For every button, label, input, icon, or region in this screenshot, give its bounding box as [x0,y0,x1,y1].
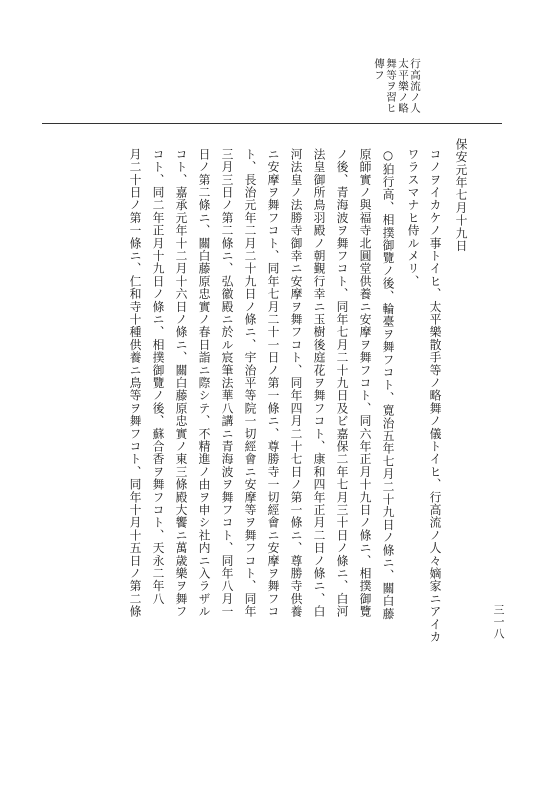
text-line: コト、同二年正月十九日ノ條ニ、相撲御覽ノ後、蘇合香ヲ舞フコト、天永二年八 [151,148,165,606]
text-line: 法皇御所鳥羽殿ノ朝覲行幸ニ玉樹後庭花ヲ舞フコト、康和四年正月二日ノ條ニ、白 [312,148,326,618]
headnote-line: 傳フ [373,58,385,81]
text-line: 原師實ノ與福寺北圓堂供養ニ安摩ヲ舞フコト、同六年正月十九日ノ條ニ、相撲御覽 [358,148,372,618]
text-line: 日ノ第二條ニ、關白藤原忠實ノ春日詣ニ際シテ、不精進ノ由ヲ申シ社内ニ入ラザル [197,148,211,618]
headnote-line: 太平樂ノ略 [397,58,409,114]
page-number: 三一八 [492,604,505,640]
text-line: コノヲイカケノ事トイヒ、太平樂散手等ノ略舞ノ儀トイヒ、行高流ノ人々嫡家ニアイカ [428,148,442,644]
headnote-line: 舞等ヲ習ヒ [385,58,397,114]
text-line: ト、長治元年二月二十九日ノ條ニ、宇治平等院一切經會ニ安摩等ヲ舞フコト、同年 [243,148,257,618]
text-line: ニ安摩ヲ舞フコト、同年七月二十一日ノ第一條ニ、尊勝寺一切經會ニ安摩ヲ舞フコ [266,148,280,618]
text-line: ノ後、青海波ヲ舞フコト、同年七月二十九日及ビ嘉保二年七月三十日ノ條ニ、白河 [335,148,349,618]
text-line: コト、嘉承元年十二月十六日ノ條ニ、關白藤原忠實ノ東三條殿大饗ニ萬歳樂ヲ舞フ [174,148,188,618]
headnote-line: 行高流ノ人 [409,58,421,114]
text-line: ○狛行高、相撲御覽ノ後、輪臺ヲ舞フコト、寛治五年七月二十九日ノ條ニ、關白藤 [381,148,395,621]
date-heading: 保安元年七月十九日 [454,138,468,253]
header-rule [42,123,502,124]
text-line: 月二十日ノ第一條ニ、仁和寺十種供養ニ鳥等ヲ舞フコト、同年十月十五日ノ第二條 [128,148,142,618]
text-line: 三月三日ノ第二條ニ、弘徽殿ニ於ル宸筆法華八講ニ青海波ヲ舞フコト、同年八月一 [220,148,234,618]
text-line: 河法皇ノ法勝寺御幸ニ安摩ヲ舞フコト、同年四月二十七日ノ第一條ニ、尊勝寺供養 [289,148,303,618]
text-line: ワラスマナヒ侍ルメリ、 [406,148,420,288]
